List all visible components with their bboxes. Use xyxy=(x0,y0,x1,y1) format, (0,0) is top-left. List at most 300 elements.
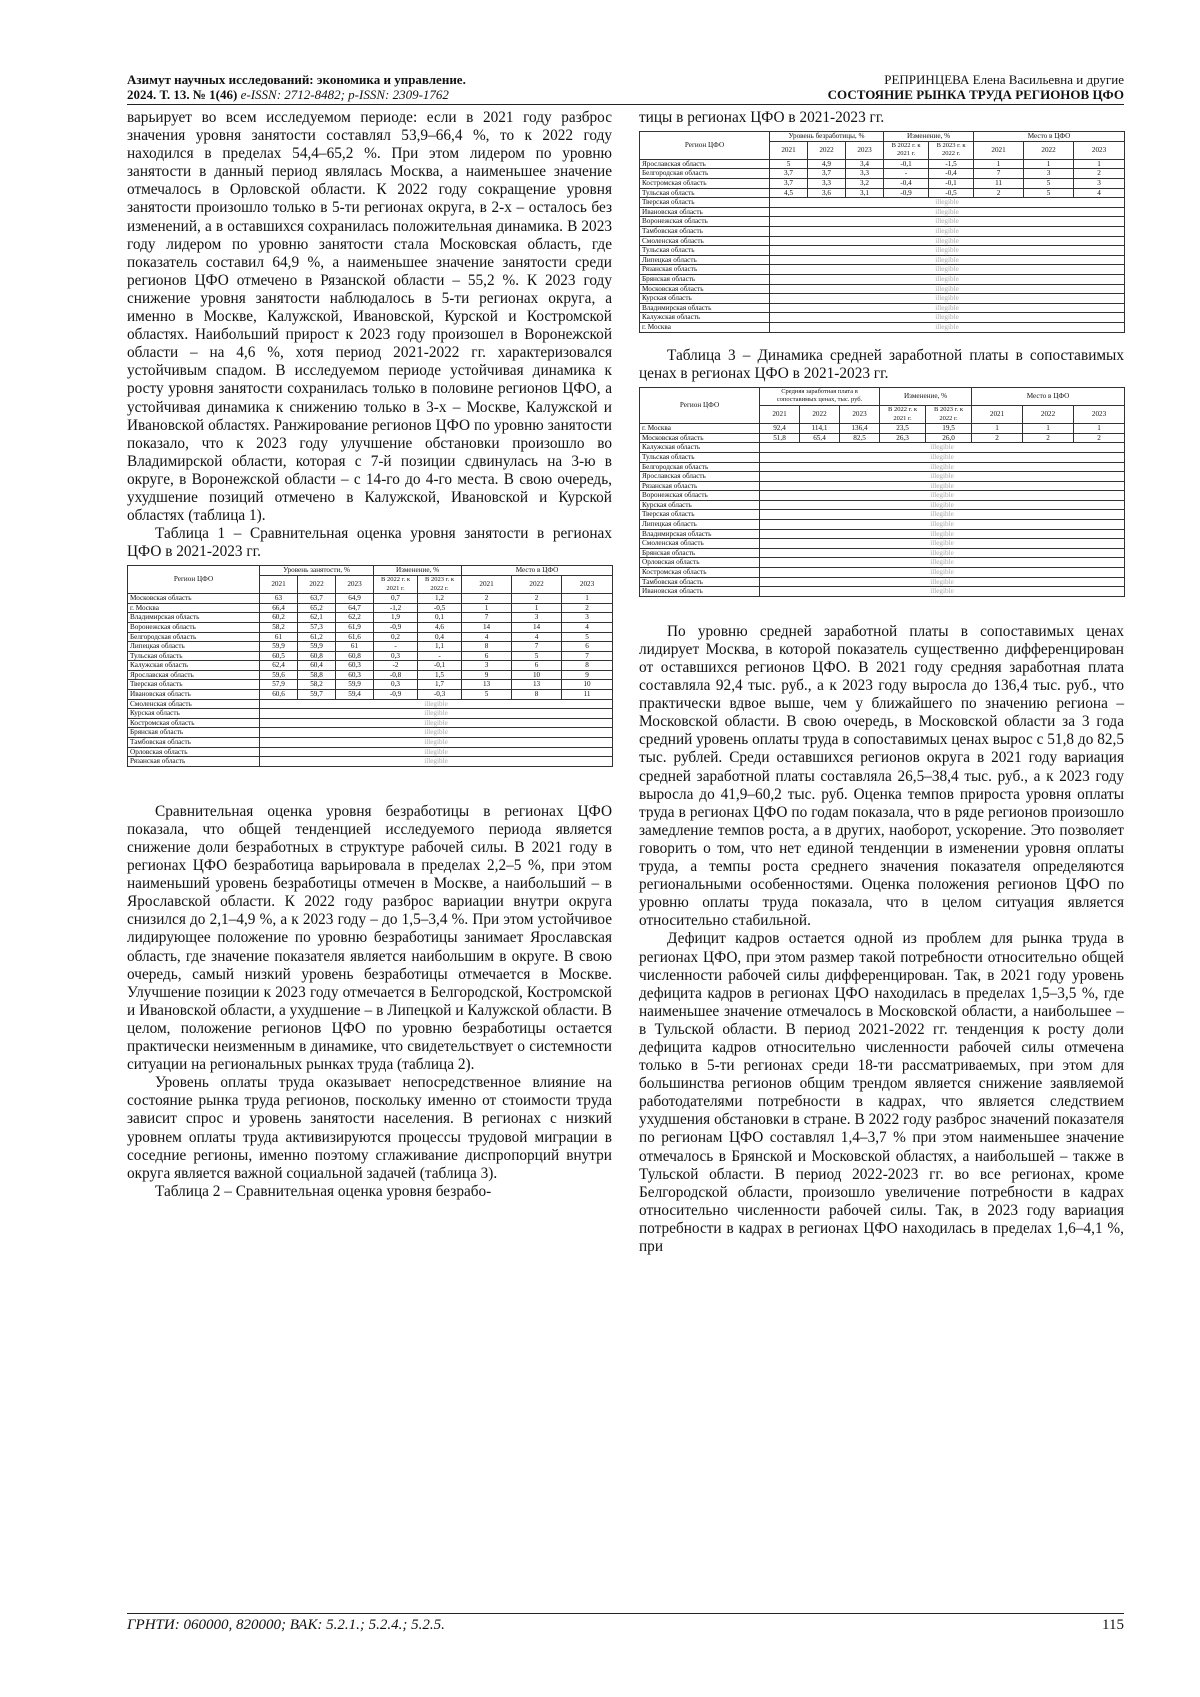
table2-value-cell: 3,7 xyxy=(770,179,808,189)
table3-row xyxy=(640,443,1125,453)
table1-region-cell: Воронежская область xyxy=(128,622,260,632)
table1-region-cell: Владимирская область xyxy=(128,613,260,623)
table2-value-cell: 3,7 xyxy=(808,169,846,179)
table1-value-cell: 60,8 xyxy=(298,651,336,661)
table3-illegible-cell: illegible xyxy=(760,529,1125,539)
table2-value-cell: -0,5 xyxy=(929,188,974,198)
table1-value-cell: 10 xyxy=(562,680,613,690)
table1-employment xyxy=(127,565,613,766)
table2-row xyxy=(640,179,1125,189)
table2-value-cell: -0,4 xyxy=(929,169,974,179)
table1-value-cell: 5 xyxy=(562,632,613,642)
table1-row xyxy=(128,594,613,604)
table2-row xyxy=(640,217,1125,227)
table2-illegible-cell: illegible xyxy=(770,246,1125,256)
table1-value-cell: 57,9 xyxy=(260,680,298,690)
table3-header-change: Изменение, % xyxy=(880,387,972,405)
table3-region-cell: Брянская область xyxy=(640,548,760,558)
table2-value-cell: 7 xyxy=(974,169,1024,179)
table3-row xyxy=(640,558,1125,568)
table2-caption-start: Таблица 2 – Сравнительная оценка уровня безрабо- xyxy=(155,1182,492,1200)
table3-header-wage: Средняя заработная плата в сопоставимых ценах, тыс. руб. xyxy=(760,387,880,405)
table2-region-cell: Курская область xyxy=(640,294,770,304)
table1-row xyxy=(128,718,613,728)
table2-row xyxy=(640,255,1125,265)
table3-region-cell: г. Москва xyxy=(640,424,760,434)
table2-value-cell: 1 xyxy=(1024,159,1074,169)
left-column xyxy=(127,109,612,1201)
table1-value-cell: 61,9 xyxy=(336,622,374,632)
table1-value-cell: 59,9 xyxy=(298,642,336,652)
table3-region-cell: Тамбовская область xyxy=(640,577,760,587)
table1-value-cell: - xyxy=(418,651,462,661)
table1-value-cell: 61 xyxy=(260,632,298,642)
table2-value-cell: -1,5 xyxy=(929,159,974,169)
table2-region-cell: Тульская область xyxy=(640,246,770,256)
table2-illegible-cell: illegible xyxy=(770,313,1125,323)
table1-value-cell: 63 xyxy=(260,594,298,604)
table1-region-cell: Калужская область xyxy=(128,661,260,671)
table1-value-cell: 59,9 xyxy=(336,680,374,690)
table3-illegible-cell: illegible xyxy=(760,510,1125,520)
table1-region-cell: Брянская область xyxy=(128,728,260,738)
table1-value-cell: 60,2 xyxy=(260,613,298,623)
table1-value-cell: -1,2 xyxy=(374,603,418,613)
table2-value-cell: -0,1 xyxy=(884,159,929,169)
table2-region-cell: Московская область xyxy=(640,284,770,294)
paragraph-wages: По уровню средней заработной платы в сопоставимых ценах лидирует Москва, в которой показатель существенно дифференцирован от оставшихся регионов ЦФО. В 2021 году средняя заработная плата составляла 92,4 тыс. руб., а к 2023 году выросла до 136,4 тыс. руб., что практически вдвое выше, чем у ближайшего по значению региона – Московской области. В свою очередь, в Московской области за 3 года средний уровень оплаты труда в сопоставимых ценах вырос с 51,8 до 82,5 тыс. рублей. Среди оставшихся регионов округа в 2021 году вариация средней заработной платы составляла 26,5–38,4 тыс. руб., а к 2023 году выросла до 41,9–60,2 тыс. руб. Оценка темпов прироста уровня оплаты труда в регионах ЦФО по годам показала, что в ряде регионов произошло замедление темпов роста, а в других, наоборот, ускорение. Это позволяет говорить о том, что нет единой тенденции в изменении уровня оплаты труда, а темпы роста среднего значения показателя определяются региональными особенностями. Оценка положения регионов ЦФО по уровню оплаты труда показала, что в целом ситуация является относительно стабильной. xyxy=(639,622,1124,930)
table2-row xyxy=(640,227,1125,237)
table1-row xyxy=(128,670,613,680)
table3-illegible-cell: illegible xyxy=(760,568,1125,578)
table1-value-cell: 14 xyxy=(512,622,562,632)
table3-illegible-cell: illegible xyxy=(760,491,1125,501)
table1-value-cell: 1,2 xyxy=(418,594,462,604)
table2-region-cell: Липецкая область xyxy=(640,255,770,265)
table1-value-cell: 59,9 xyxy=(260,642,298,652)
table2-row xyxy=(640,207,1125,217)
table2-caption-end: тицы в регионах ЦФО в 2021-2023 гг. xyxy=(639,109,885,126)
table1-value-cell: - xyxy=(374,642,418,652)
table2-region-cell: Брянская область xyxy=(640,275,770,285)
table3-row xyxy=(640,529,1125,539)
table1-value-cell: 1,5 xyxy=(418,670,462,680)
table1-year: 2021 xyxy=(462,575,512,593)
table1-region-cell: Рязанская область xyxy=(128,757,260,767)
table2-value-cell: -0,1 xyxy=(929,179,974,189)
table3-row xyxy=(640,577,1125,587)
table1-value-cell: 61 xyxy=(336,642,374,652)
table1-value-cell: 59,6 xyxy=(260,670,298,680)
table1-value-cell: 0,3 xyxy=(374,651,418,661)
table1-header-rank: Место в ЦФО xyxy=(462,566,613,576)
table3-row xyxy=(640,452,1125,462)
table1-value-cell: 62,2 xyxy=(336,613,374,623)
table3-value-cell: 1 xyxy=(1023,424,1074,434)
table1-value-cell: 7 xyxy=(462,613,512,623)
table3-row xyxy=(640,491,1125,501)
table3-value-cell: 1 xyxy=(1074,424,1125,434)
table2-region-cell: Смоленская область xyxy=(640,236,770,246)
table1-value-cell: -0,8 xyxy=(374,670,418,680)
paragraph-unemployment: Сравнительная оценка уровня безработицы в регионах ЦФО показала, что общей тенденцией исследуемого периода является снижение доли безработных в структуре рабочей силы. В 2021 году в регионах ЦФО безработица варьировала в пределах 2,2–5 %, при этом наименьший уровень безработицы отмечен в Москве, а наибольший – в Ярославской области. К 2022 году разброс вариации внутри округа снизился до 2,1–4,9 %, а к 2023 году – до 1,5–3,4 %. При этом устойчивое лидирующее положение по уровню безработицы занимает Ярославская область, где значение показателя является наибольшим в округе. В свою очередь, самый низкий уровень безработицы отмечается в Москве. Улучшение позиции к 2023 году отмечается в Белгородской, Костромской и Ивановской области, а ухудшение – в Липецкой и Калужской области. В целом, положение регионов ЦФО по уровню безработицы остается практически неизменным в динамике, что свидетельствует о системности ситуации на региональных рынках труда (таблица 2). xyxy=(127,802,612,1074)
table1-value-cell: 0,7 xyxy=(374,594,418,604)
table1-header-level: Уровень занятости, % xyxy=(260,566,374,576)
table2-illegible-cell: illegible xyxy=(770,265,1125,275)
table3-illegible-cell: illegible xyxy=(760,481,1125,491)
table1-value-cell: 1 xyxy=(462,603,512,613)
page-number: 115 xyxy=(1102,1617,1124,1633)
classification-codes: ГРНТИ: 060000, 820000; ВАК: 5.2.1.; 5.2.4.; 5.2.5. xyxy=(127,1617,445,1633)
table3-row xyxy=(640,433,1125,443)
table1-value-cell: 0,2 xyxy=(374,632,418,642)
table2-illegible-cell: illegible xyxy=(770,236,1125,246)
table1-value-cell: 10 xyxy=(512,670,562,680)
table1-value-cell: 1 xyxy=(512,603,562,613)
table1-value-cell: 5 xyxy=(512,651,562,661)
table1-row xyxy=(128,632,613,642)
table1-value-cell: 62,1 xyxy=(298,613,336,623)
table1-region-cell: Костромская область xyxy=(128,718,260,728)
table1-row xyxy=(128,680,613,690)
table3-region-cell: Липецкая область xyxy=(640,520,760,530)
table3-region-cell: Ярославская область xyxy=(640,472,760,482)
table1-illegible-cell: illegible xyxy=(260,709,613,719)
table1-region-cell: Смоленская область xyxy=(128,699,260,709)
table3-region-cell: Белгородская область xyxy=(640,462,760,472)
table3-row xyxy=(640,587,1125,597)
running-header-right xyxy=(604,72,1124,102)
table2-header-region: Регион ЦФО xyxy=(640,132,770,160)
header-rule xyxy=(127,104,1124,105)
table2-year: 2021 xyxy=(770,141,808,159)
table3-year: 2023 xyxy=(840,405,880,423)
table2-row xyxy=(640,294,1125,304)
table2-value-cell: - xyxy=(884,169,929,179)
table2-value-cell: 4 xyxy=(1074,188,1125,198)
table1-value-cell: 8 xyxy=(562,661,613,671)
table3-region-cell: Тверская область xyxy=(640,510,760,520)
table3-region-cell: Ивановская область xyxy=(640,587,760,597)
table1-row xyxy=(128,603,613,613)
table1-value-cell: 4,6 xyxy=(418,622,462,632)
table3-wages xyxy=(639,387,1125,597)
table2-illegible-cell: illegible xyxy=(770,322,1125,332)
table1-year: 2021 xyxy=(260,575,298,593)
table1-value-cell: 59,7 xyxy=(298,690,336,700)
table2-year: 2021 xyxy=(974,141,1024,159)
table2-illegible-cell: illegible xyxy=(770,294,1125,304)
table1-value-cell: 66,4 xyxy=(260,603,298,613)
table2-row xyxy=(640,303,1125,313)
table1-header-change: Изменение, % xyxy=(374,566,462,576)
table3-region-cell: Московская область xyxy=(640,433,760,443)
table1-region-cell: Курская область xyxy=(128,709,260,719)
table1-region-cell: Тамбовская область xyxy=(128,738,260,748)
table3-year: 2021 xyxy=(972,405,1023,423)
table2-value-cell: 2 xyxy=(974,188,1024,198)
table1-value-cell: 60,4 xyxy=(298,661,336,671)
issue-number: 2024. Т. 13. № 1(46) xyxy=(127,87,238,102)
table2-row xyxy=(640,236,1125,246)
table1-value-cell: 2 xyxy=(562,603,613,613)
table1-value-cell: 1,7 xyxy=(418,680,462,690)
table3-change-header: В 2022 г. к 2021 г. xyxy=(880,405,926,423)
table1-value-cell: 62,4 xyxy=(260,661,298,671)
table1-caption: Таблица 1 – Сравнительная оценка уровня занятости в регионах ЦФО в 2021-2023 гг. xyxy=(127,525,612,561)
table3-region-cell: Воронежская область xyxy=(640,491,760,501)
table1-row xyxy=(128,747,613,757)
table2-illegible-cell: illegible xyxy=(770,207,1125,217)
table3-header-rank: Место в ЦФО xyxy=(972,387,1125,405)
table1-value-cell: 60,3 xyxy=(336,670,374,680)
table1-illegible-cell: illegible xyxy=(260,747,613,757)
table2-value-cell: 3,4 xyxy=(846,159,884,169)
table3-row xyxy=(640,548,1125,558)
table3-value-cell: 114,1 xyxy=(800,424,840,434)
right-column xyxy=(639,109,1124,1256)
paragraph-wages-intro: Уровень оплаты труда оказывает непосредственное влияние на состояние рынка труда регионов, поскольку именно от стоимости труда зависит спрос и уровень занятости населения. В регионах с низкий уровнем оплаты труда активизируются процессы трудовой миграции в соседние регионы, именно поэтому сглаживание диспропорций внутри округа является важной социальной задачей (таблица 3). xyxy=(127,1074,612,1182)
table3-row xyxy=(640,472,1125,482)
table1-value-cell: -2 xyxy=(374,661,418,671)
table2-region-cell: Тульская область xyxy=(640,188,770,198)
table3-row xyxy=(640,481,1125,491)
table3-region-cell: Рязанская область xyxy=(640,481,760,491)
table1-row xyxy=(128,651,613,661)
table2-header-change: Изменение, % xyxy=(884,132,974,142)
table1-value-cell: -0,1 xyxy=(418,661,462,671)
table1-value-cell: 3 xyxy=(462,661,512,671)
table1-value-cell: 4 xyxy=(512,632,562,642)
table1-year: 2022 xyxy=(512,575,562,593)
table1-value-cell: 13 xyxy=(512,680,562,690)
table3-region-cell: Калужская область xyxy=(640,443,760,453)
table2-region-cell: Ивановская область xyxy=(640,207,770,217)
table1-value-cell: 13 xyxy=(462,680,512,690)
table3-region-cell: Костромская область xyxy=(640,568,760,578)
table1-region-cell: Липецкая область xyxy=(128,642,260,652)
authors: РЕПРИНЦЕВА Елена Васильевна и другие xyxy=(884,72,1124,87)
table2-value-cell: 3,6 xyxy=(808,188,846,198)
paragraph-employment-continued: варьирует во всем исследуемом периоде: если в 2021 году разброс значения уровня занятости составлял 53,9–66,4 %, то к 2022 году находился в пределах 54,4–65,2 %. При этом лидером по уровню занятости в данный период являлась Москва, а наименьшее значение отмечалось в Орловской области. К 2022 году сокращение уровня занятости произошло только в 5-ти регионах округа, в 2-х – осталось без изменений, а в оставшихся сохранилась положительная динамика. В 2023 году лидером по уровню занятости стала Московская область, где показатель составил 64,9 %, а наименьшее значение занятости среди регионов ЦФО отмечено в Рязанской области – 55,2 %. К 2023 году снижение уровня занятости наблюдалось в 5-ти регионах округа, а именно в Москве, Калужской, Ивановской, Курской и Костромской областях. Наибольший прирост к 2023 году произошел в Воронежской области – на 4,6 %, хотя период 2021-2022 гг. характеризовался устойчивым спадом. В исследуемом периоде устойчивая динамика к росту уровня занятости сохранилась только в половине регионов ЦФО, а устойчивая динамика к снижению только в 3-х – Москве, Калужской и Ивановской областях. Ранжирование регионов ЦФО по уровню занятости показало, что к 2023 году улучшение обстановки произошло во Владимирской области, которая с 7-й позиции сдвинулась на 3-ю в округе, в Воронежской области – с 14-го до 4-го места. В свою очередь, ухудшение позиций отмечено в Калужской, Ивановской и Курской областях (таблица 1). xyxy=(127,109,612,525)
table2-row xyxy=(640,188,1125,198)
table2-value-cell: 4,5 xyxy=(770,188,808,198)
table1-value-cell: 3 xyxy=(512,613,562,623)
table3-value-cell: 2 xyxy=(972,433,1023,443)
table1-value-cell: 4 xyxy=(462,632,512,642)
table1-value-cell: -0,9 xyxy=(374,690,418,700)
table1-region-cell: Московская область xyxy=(128,594,260,604)
table2-year: 2022 xyxy=(808,141,846,159)
table3-row xyxy=(640,520,1125,530)
table2-value-cell: -0,4 xyxy=(884,179,929,189)
table3-illegible-cell: illegible xyxy=(760,520,1125,530)
table2-row xyxy=(640,159,1125,169)
table2-region-cell: Костромская область xyxy=(640,179,770,189)
issn: e-ISSN: 2712-8482; p-ISSN: 2309-1762 xyxy=(237,87,449,102)
table1-value-cell: 8 xyxy=(462,642,512,652)
table1-value-cell: 64,7 xyxy=(336,603,374,613)
table3-row xyxy=(640,539,1125,549)
table2-change-header: В 2022 г. к 2021 г. xyxy=(884,141,929,159)
table1-row xyxy=(128,728,613,738)
table3-year: 2021 xyxy=(760,405,800,423)
table1-value-cell: 58,8 xyxy=(298,670,336,680)
table2-row xyxy=(640,284,1125,294)
table3-region-cell: Орловская область xyxy=(640,558,760,568)
table2-unemployment xyxy=(639,131,1125,332)
table1-illegible-cell: illegible xyxy=(260,699,613,709)
table2-header-level: Уровень безработицы, % xyxy=(770,132,884,142)
table2-illegible-cell: illegible xyxy=(770,255,1125,265)
table1-value-cell: 6 xyxy=(512,661,562,671)
table3-region-cell: Тульская область xyxy=(640,452,760,462)
table1-value-cell: 63,7 xyxy=(298,594,336,604)
table2-row xyxy=(640,198,1125,208)
table1-value-cell: 9 xyxy=(462,670,512,680)
table2-value-cell: 11 xyxy=(974,179,1024,189)
table2-region-cell: Белгородская область xyxy=(640,169,770,179)
table3-year: 2022 xyxy=(1023,405,1074,423)
table1-value-cell: 3 xyxy=(562,613,613,623)
table1-year: 2023 xyxy=(336,575,374,593)
table2-region-cell: г. Москва xyxy=(640,322,770,332)
table2-region-cell: Воронежская область xyxy=(640,217,770,227)
table2-region-cell: Рязанская область xyxy=(640,265,770,275)
table1-row xyxy=(128,738,613,748)
table1-region-cell: Тверская область xyxy=(128,680,260,690)
table2-illegible-cell: illegible xyxy=(770,217,1125,227)
table1-value-cell: 14 xyxy=(462,622,512,632)
table1-value-cell: 1 xyxy=(562,594,613,604)
table1-row xyxy=(128,757,613,767)
table1-year: 2023 xyxy=(562,575,613,593)
table2-illegible-cell: illegible xyxy=(770,275,1125,285)
table2-row xyxy=(640,313,1125,323)
table2-row xyxy=(640,169,1125,179)
table1-value-cell: -0,3 xyxy=(418,690,462,700)
table1-region-cell: Тульская область xyxy=(128,651,260,661)
table3-illegible-cell: illegible xyxy=(760,443,1125,453)
table1-value-cell: 57,3 xyxy=(298,622,336,632)
table1-value-cell: 1,9 xyxy=(374,613,418,623)
table3-illegible-cell: illegible xyxy=(760,548,1125,558)
table2-region-cell: Ярославская область xyxy=(640,159,770,169)
table1-value-cell: 7 xyxy=(562,651,613,661)
table2-header-rank: Место в ЦФО xyxy=(974,132,1125,142)
table2-value-cell: 3,2 xyxy=(846,179,884,189)
table1-value-cell: 0,1 xyxy=(418,613,462,623)
table3-illegible-cell: illegible xyxy=(760,587,1125,597)
table2-row xyxy=(640,322,1125,332)
table3-illegible-cell: illegible xyxy=(760,462,1125,472)
table2-value-cell: 1 xyxy=(974,159,1024,169)
table1-value-cell: 60,8 xyxy=(336,651,374,661)
table3-year: 2023 xyxy=(1074,405,1125,423)
table2-value-cell: 5 xyxy=(1024,179,1074,189)
table3-value-cell: 19,5 xyxy=(926,424,972,434)
table2-value-cell: 3,7 xyxy=(770,169,808,179)
table1-value-cell: 58,2 xyxy=(298,680,336,690)
table3-illegible-cell: illegible xyxy=(760,452,1125,462)
table2-value-cell: 3 xyxy=(1024,169,1074,179)
table1-value-cell: 0,3 xyxy=(374,680,418,690)
table1-value-cell: 11 xyxy=(562,690,613,700)
table2-value-cell: 3,3 xyxy=(808,179,846,189)
table1-illegible-cell: illegible xyxy=(260,718,613,728)
table1-row xyxy=(128,661,613,671)
table1-value-cell: 9 xyxy=(562,670,613,680)
table1-region-cell: Орловская область xyxy=(128,747,260,757)
table2-illegible-cell: illegible xyxy=(770,198,1125,208)
table2-illegible-cell: illegible xyxy=(770,227,1125,237)
table1-change-header: В 2023 г. к 2022 г. xyxy=(418,575,462,593)
table2-illegible-cell: illegible xyxy=(770,303,1125,313)
running-header-left xyxy=(127,72,687,102)
table1-row xyxy=(128,690,613,700)
table3-region-cell: Смоленская область xyxy=(640,539,760,549)
table3-value-cell: 26,0 xyxy=(926,433,972,443)
table2-value-cell: 5 xyxy=(1024,188,1074,198)
table1-row xyxy=(128,613,613,623)
table2-change-header: В 2023 г. к 2022 г. xyxy=(929,141,974,159)
table1-value-cell: 60,5 xyxy=(260,651,298,661)
article-title: СОСТОЯНИЕ РЫНКА ТРУДА РЕГИОНОВ ЦФО xyxy=(827,87,1124,102)
table2-value-cell: 3,1 xyxy=(846,188,884,198)
table2-value-cell: 3,3 xyxy=(846,169,884,179)
table2-value-cell: 3 xyxy=(1074,179,1125,189)
table3-value-cell: 51,8 xyxy=(760,433,800,443)
table3-change-header: В 2023 г. к 2022 г. xyxy=(926,405,972,423)
table3-illegible-cell: illegible xyxy=(760,577,1125,587)
table1-value-cell: -0,9 xyxy=(374,622,418,632)
footer-rule xyxy=(127,1613,1124,1614)
table3-illegible-cell: illegible xyxy=(760,500,1125,510)
journal-title: Азимут научных исследований: экономика и управление. xyxy=(127,72,466,87)
table3-value-cell: 92,4 xyxy=(760,424,800,434)
table1-row xyxy=(128,642,613,652)
table1-value-cell: 58,2 xyxy=(260,622,298,632)
table2-region-cell: Калужская область xyxy=(640,313,770,323)
table2-value-cell: 5 xyxy=(770,159,808,169)
table1-change-header: В 2022 г. к 2021 г. xyxy=(374,575,418,593)
table2-illegible-cell: illegible xyxy=(770,284,1125,294)
issue-line xyxy=(127,87,687,102)
table1-value-cell: 6 xyxy=(562,642,613,652)
table2-region-cell: Тамбовская область xyxy=(640,227,770,237)
table3-caption: Таблица 3 – Динамика средней заработной платы в сопоставимых ценах в регионах ЦФО в 2021-2023 гг. xyxy=(639,346,1124,382)
table2-year: 2022 xyxy=(1024,141,1074,159)
table1-value-cell: 7 xyxy=(512,642,562,652)
table1-value-cell: -0,5 xyxy=(418,603,462,613)
table1-value-cell: 4 xyxy=(562,622,613,632)
table1-value-cell: 0,4 xyxy=(418,632,462,642)
table1-year: 2022 xyxy=(298,575,336,593)
table1-value-cell: 6 xyxy=(462,651,512,661)
table1-region-cell: Ивановская область xyxy=(128,690,260,700)
table1-illegible-cell: illegible xyxy=(260,728,613,738)
table1-row xyxy=(128,699,613,709)
table1-value-cell: 61,6 xyxy=(336,632,374,642)
table1-region-cell: Ярославская область xyxy=(128,670,260,680)
table1-value-cell: 65,2 xyxy=(298,603,336,613)
table3-value-cell: 65,4 xyxy=(800,433,840,443)
table3-illegible-cell: illegible xyxy=(760,472,1125,482)
table1-value-cell: 5 xyxy=(462,690,512,700)
table2-region-cell: Владимирская область xyxy=(640,303,770,313)
table3-value-cell: 1 xyxy=(972,424,1023,434)
table2-row xyxy=(640,246,1125,256)
